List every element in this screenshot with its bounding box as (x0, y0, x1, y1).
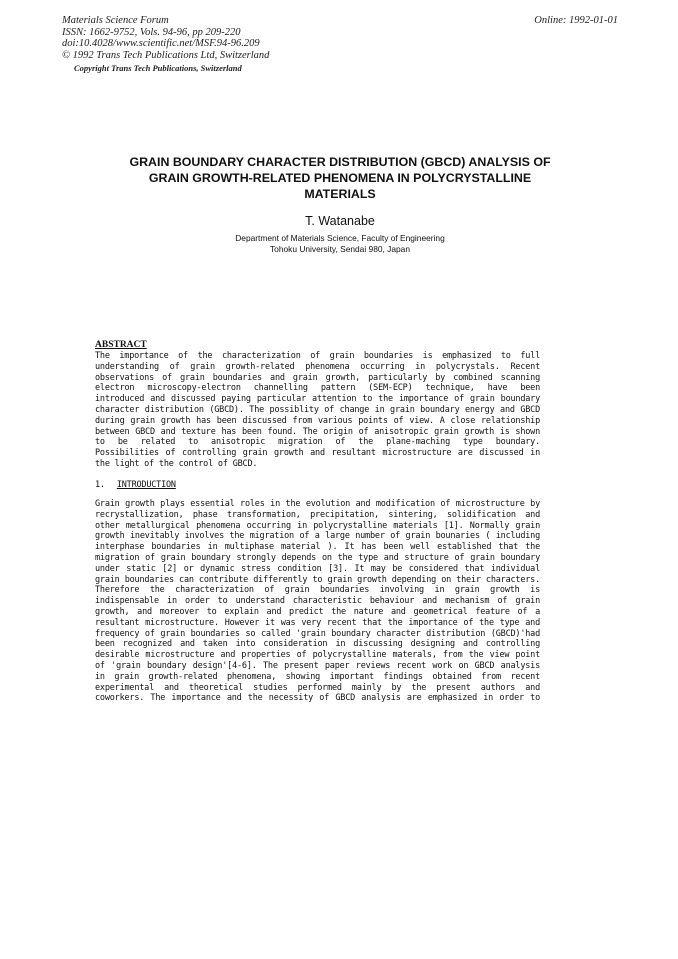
abstract-line: character distribution (GBCD). The possiblity of change in grain boundary energy and GBCD (95, 404, 540, 415)
body-line: migration of grain boundary strongly depends on the type and structure of grain boundary (95, 552, 540, 563)
body-line: grain boundaries can contribute differently to grain growth depending on their characters. (95, 574, 540, 585)
journal-name: Materials Science Forum (62, 15, 169, 26)
section-number: 1. (95, 480, 105, 490)
page-header (62, 15, 618, 73)
abstract-body (95, 351, 540, 470)
body-line: growth inevitably involves the migration of a large number of grain bounaries ( including (95, 531, 540, 542)
body-line: Therefore the characterization of grain boundaries involving in grain growth is (95, 585, 540, 596)
abstract-line: Possibilities of controlling grain growth and resultant microstructure are discussed in (95, 448, 540, 459)
body-line: desirable microstructure and properties of polycrystalline materals, from the view point (95, 650, 540, 661)
body-line: experimental and theoretical studies performed mainly by the present authors and (95, 682, 540, 693)
title-line: GRAIN GROWTH-RELATED PHENOMENA IN POLYCRYSTALLINE (148, 171, 532, 185)
body-line: been recognized and taken into consideration in discussing designing and controlling (95, 639, 540, 650)
body-line: under static [2] or dynamic stress condition [3]. It may be considered that individual (95, 563, 540, 574)
paper-title (80, 154, 600, 202)
affiliation-line: Department of Materials Science, Faculty of Engineering (235, 233, 445, 243)
title-line: MATERIALS (304, 187, 376, 201)
abstract-line: The importance of the characterization of grain boundaries is emphasized to full (95, 351, 540, 361)
abstract-line: to be related to anisotropic migration of the plane-maching type boundary. (95, 437, 540, 448)
abstract-line: introduced and discussed paying particular attention to the importance of grain boundary (95, 394, 540, 405)
body-line: Grain growth plays essential roles in the evolution and modification of microstructure by (95, 499, 540, 509)
issn-line: ISSN: 1662-9752, Vols. 94-96, pp 209-220 (62, 26, 241, 38)
abstract-line: between GBCD and texture has been found. The origin of anisotropic grain growth is shown (95, 426, 540, 437)
online-date: Online: 1992-01-01 (534, 15, 618, 26)
body-line: coworkers. The importance and the necessity of GBCD analysis are emphasized in order to (95, 693, 540, 704)
abstract-line: during grain growth has been discussed from various points of view. A close relationship (95, 415, 540, 426)
title-line: GRAIN BOUNDARY CHARACTER DISTRIBUTION (GBCD) ANALYSIS OF (129, 155, 551, 169)
publisher-line: © 1992 Trans Tech Publications Ltd, Switzerland (62, 49, 270, 61)
doi-line: doi:10.4028/www.scientific.net/MSF.94-96.209 (62, 38, 260, 49)
abstract-line: observations of grain boundaries and grain growth, particularly by combined scanning (95, 372, 540, 383)
affiliation-line: Tohoku University, Sendai 980, Japan (270, 244, 410, 254)
body-line: frequency of grain boundaries so called 'grain boundary character distribution (GBCD)'had (95, 628, 540, 639)
abstract-line: the light of the control of GBCD. (95, 458, 258, 469)
body-line: of 'grain boundary design'[4-6]. The present paper reviews recent work on GBCD analysis (95, 660, 540, 671)
abstract-line: electron microscopy-electron channelling pattern (SEM-ECP) technique, have been (95, 383, 540, 394)
introduction-body (95, 499, 540, 704)
abstract-heading: ABSTRACT (95, 340, 147, 350)
abstract-line: understanding of grain growth-related phenomena occurring in polycrystals. Recent (95, 361, 540, 372)
body-line: indispensable in order to understand characteristic behaviour and mechanism of grain (95, 596, 540, 607)
body-line: other metallurgical phenomena occurring in polycrystalline materials [1]. Normally grain (95, 520, 540, 531)
body-line: resultant microstructure. However it was very recent that the importance of the type and (95, 617, 540, 628)
body-line: in grain growth-related phenomena, showing important findings obtained from recent (95, 671, 540, 682)
author-name: T. Watanabe (305, 214, 375, 228)
copyright-line: Copyright Trans Tech Publications, Switzerland (74, 63, 242, 73)
body-line: growth, and moreover to explain and predict the nature and geometrical feature of a (95, 606, 540, 617)
body-line: recrystallization, phase transformation, precipitation, sintering, solidification and (95, 509, 540, 520)
section-heading (95, 480, 176, 491)
affiliation (80, 233, 600, 255)
body-line: interphase boundaries in multiphase material ). It has been well established that the (95, 542, 540, 553)
section-title: INTRODUCTION (116, 480, 176, 490)
